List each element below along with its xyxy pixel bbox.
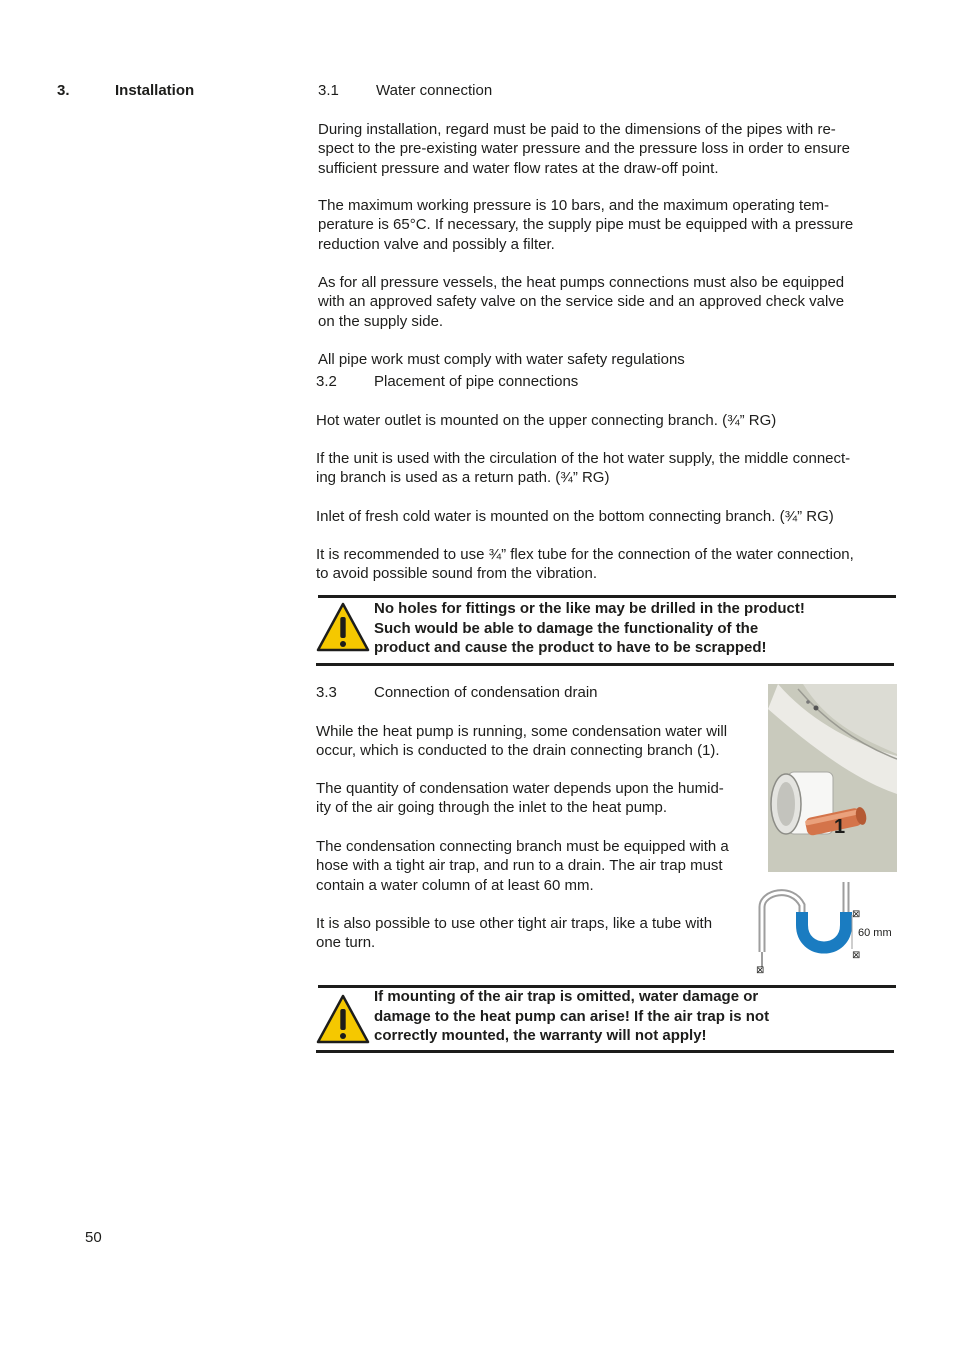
section-3-3-title: Connection of condensation drain	[374, 684, 598, 701]
paragraph: During installation, regard must be paid to the dimensions of the pipes with re- spect to the pre-existing water pressure and the pressure loss in order to ensure sufficient pressure and water flow rates at the draw-off point.	[318, 121, 850, 177]
section-3-2-title: Placement of pipe connections	[374, 373, 579, 390]
trap-marker: ⊠	[852, 950, 861, 961]
warning-top-rule	[318, 595, 896, 598]
paragraph: If the unit is used with the circulation of the hot water supply, the middle connect- ing branch is used as a return path. (¾” RG)	[316, 450, 851, 487]
warning-text: No holes for fittings or the like may be drilled in the product! Such would be able to damage the functionality of the product and cause the product to have to be scrapped!	[374, 600, 805, 657]
warning-bottom-rule	[316, 1050, 894, 1053]
paragraph: The quantity of condensation water depends upon the humid- ity of the air going through the inlet to the heat pump.	[316, 780, 724, 817]
paragraph: The maximum working pressure is 10 bars, and the maximum operating tem- perature is 65°C. If necessary, the supply pipe must be equipped with a pressure reduction valve and possibly a filter.	[318, 197, 854, 253]
paragraph: All pipe work must comply with water safety regulations	[318, 351, 685, 368]
chapter-number: 3.	[57, 82, 70, 99]
paragraph: While the heat pump is running, some condensation water will occur, which is conducted to the drain connecting branch (1).	[316, 723, 728, 760]
photo-callout-label: 1	[834, 816, 846, 838]
section-3-1-number: 3.1	[318, 82, 339, 99]
section-3-1-title: Water connection	[376, 82, 493, 99]
trap-marker: ⊠	[852, 909, 861, 920]
warning-triangle-icon	[316, 602, 370, 652]
paragraph: As for all pressure vessels, the heat pumps connections must also be equipped with an approved safety valve on the service side and an approved check valve on the supply side.	[318, 274, 845, 330]
section-3-2-number: 3.2	[316, 373, 337, 390]
trap-marker: ⊠	[756, 965, 765, 976]
paragraph: The condensation connecting branch must be equipped with a hose with a tight air trap, and run to a drain. The air trap must contain a water column of at least 60 mm.	[316, 838, 729, 894]
paragraph: Hot water outlet is mounted on the upper connecting branch. (¾” RG)	[316, 412, 777, 429]
trap-height-label: 60 mm	[858, 927, 892, 939]
air-trap-diagram	[752, 877, 900, 977]
drain-connection-photo	[768, 684, 897, 872]
warning-triangle-icon	[316, 994, 370, 1044]
paragraph: It is also possible to use other tight air traps, like a tube with one turn.	[316, 915, 713, 952]
paragraph: It is recommended to use ¾” flex tube for the connection of the water connection, to avoid possible sound from the vibration.	[316, 546, 854, 583]
chapter-title: Installation	[115, 82, 195, 99]
section-3-3-number: 3.3	[316, 684, 337, 701]
page-number: 50	[85, 1229, 102, 1246]
warning-text: If mounting of the air trap is omitted, water damage or damage to the heat pump can arise! If the air trap is not correctly mounted, the warranty will not apply!	[374, 988, 770, 1045]
warning-bottom-rule	[316, 663, 894, 666]
paragraph: Inlet of fresh cold water is mounted on the bottom connecting branch. (¾” RG)	[316, 508, 834, 525]
